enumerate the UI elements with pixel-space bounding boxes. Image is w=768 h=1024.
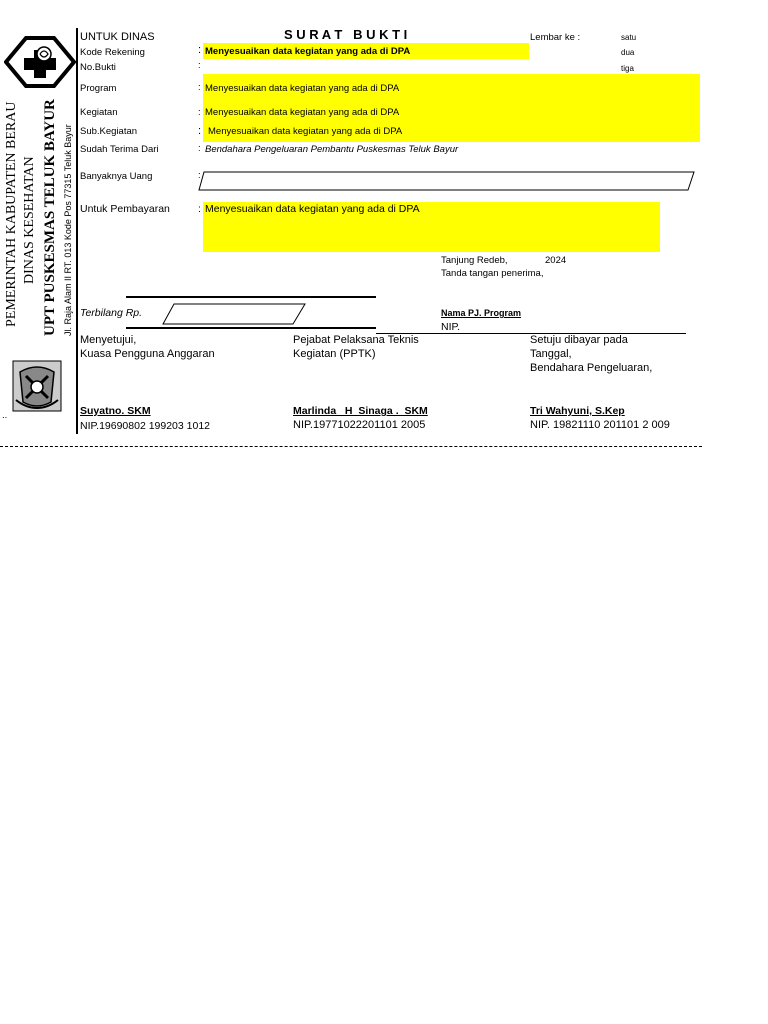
sidebar-line3: UPT PUSKESMAS TELUK BAYUR xyxy=(42,99,58,336)
terbilang-bottom-rule xyxy=(126,327,376,329)
sidebar-dots: .. xyxy=(2,410,8,421)
terbilang-label: Terbilang Rp. xyxy=(80,307,143,319)
value-program: Menyesuaikan data kegiatan yang ada di DPA xyxy=(205,83,400,94)
untuk-dinas: UNTUK DINAS xyxy=(80,31,155,43)
sidebar-line2: DINAS KESEHATAN xyxy=(22,156,37,284)
signatory-2-nip: NIP.19771022201101 2005 xyxy=(293,419,426,431)
signatory-3-nip: NIP. 19821110 201101 2 009 xyxy=(530,419,670,431)
value-sub-kegiatan: Menyesuaikan data kegiatan yang ada di DPA xyxy=(208,126,403,137)
signatory-3-role2: Tanggal, xyxy=(530,348,572,360)
colon: : xyxy=(198,82,201,93)
year-text: 2024 xyxy=(545,255,567,266)
colon: : xyxy=(198,44,202,56)
signatory-2-name: Marlinda H Sinaga . SKM xyxy=(293,405,428,417)
signatory-1-nip: NIP.19690802 199203 1012 xyxy=(80,420,211,432)
label-kegiatan: Kegiatan xyxy=(80,107,118,118)
label-untuk-pembayaran: Untuk Pembayaran xyxy=(80,203,170,215)
signatory-3-name: Tri Wahyuni, S.Kep xyxy=(530,405,625,417)
signatory-3-role3: Bendahara Pengeluaran, xyxy=(530,362,653,374)
value-untuk-pembayaran: Menyesuaikan data kegiatan yang ada di DPA xyxy=(205,203,420,215)
label-kode-rekening: Kode Rekening xyxy=(80,47,145,58)
signatory-1-role1: Menyetujui, xyxy=(80,334,137,346)
lembar-tiga: tiga xyxy=(621,64,634,73)
value-kode-rekening: Menyesuaikan data kegiatan yang ada di DPA xyxy=(205,46,411,57)
place-text: Tanjung Redeb, xyxy=(441,255,508,266)
colon: : xyxy=(198,170,201,181)
terbilang-box xyxy=(162,303,307,325)
district-emblem-icon xyxy=(12,360,62,412)
signatory-2-role1: Pejabat Pelaksana Teknis xyxy=(293,334,419,346)
sign-label: Tanda tangan penerima, xyxy=(441,268,544,279)
terbilang-top-rule xyxy=(126,296,376,298)
value-sudah-terima: Bendahara Pengeluaran Pembantu Puskesmas Teluk Bayur xyxy=(205,144,459,155)
colon: : xyxy=(198,125,202,137)
value-kegiatan: Menyesuaikan data kegiatan yang ada di DPA xyxy=(205,107,400,118)
cut-line xyxy=(0,446,702,447)
colon: : xyxy=(198,203,201,215)
signatory-3-role1: Setuju dibayar pada xyxy=(530,334,628,346)
amount-box xyxy=(198,171,696,191)
label-sub-kegiatan: Sub.Kegiatan xyxy=(80,126,138,137)
signatory-2-role2: Kegiatan (PPTK) xyxy=(293,348,376,360)
signatory-1-role2: Kuasa Pengguna Anggaran xyxy=(80,348,215,360)
sidebar-line1: PEMERINTAH KABUPATEN BERAU xyxy=(4,101,19,327)
colon: : xyxy=(198,107,201,118)
document-title: S U R A T B U K T I xyxy=(284,27,408,42)
label-banyaknya-uang: Banyaknya Uang xyxy=(80,171,153,182)
colon: : xyxy=(198,60,201,71)
lembar-satu: satu xyxy=(621,33,637,42)
lembar-dua: dua xyxy=(621,48,635,57)
label-program: Program xyxy=(80,83,117,94)
health-logo xyxy=(4,36,76,88)
label-no-bukti: No.Bukti xyxy=(80,62,116,73)
label-sudah-terima: Sudah Terima Dari xyxy=(80,144,159,155)
sidebar-address: Jl. Raja Alam II RT. 013 Kode Pos 77315 Teluk Bayur xyxy=(63,124,73,336)
penerima-nip: NIP. xyxy=(441,321,461,333)
signatory-1-name: Suyatno. SKM xyxy=(80,405,151,417)
penerima-name: Nama PJ. Program xyxy=(441,308,522,318)
colon: : xyxy=(198,143,201,154)
vertical-divider xyxy=(76,28,78,434)
lembar-label: Lembar ke : xyxy=(530,32,581,43)
